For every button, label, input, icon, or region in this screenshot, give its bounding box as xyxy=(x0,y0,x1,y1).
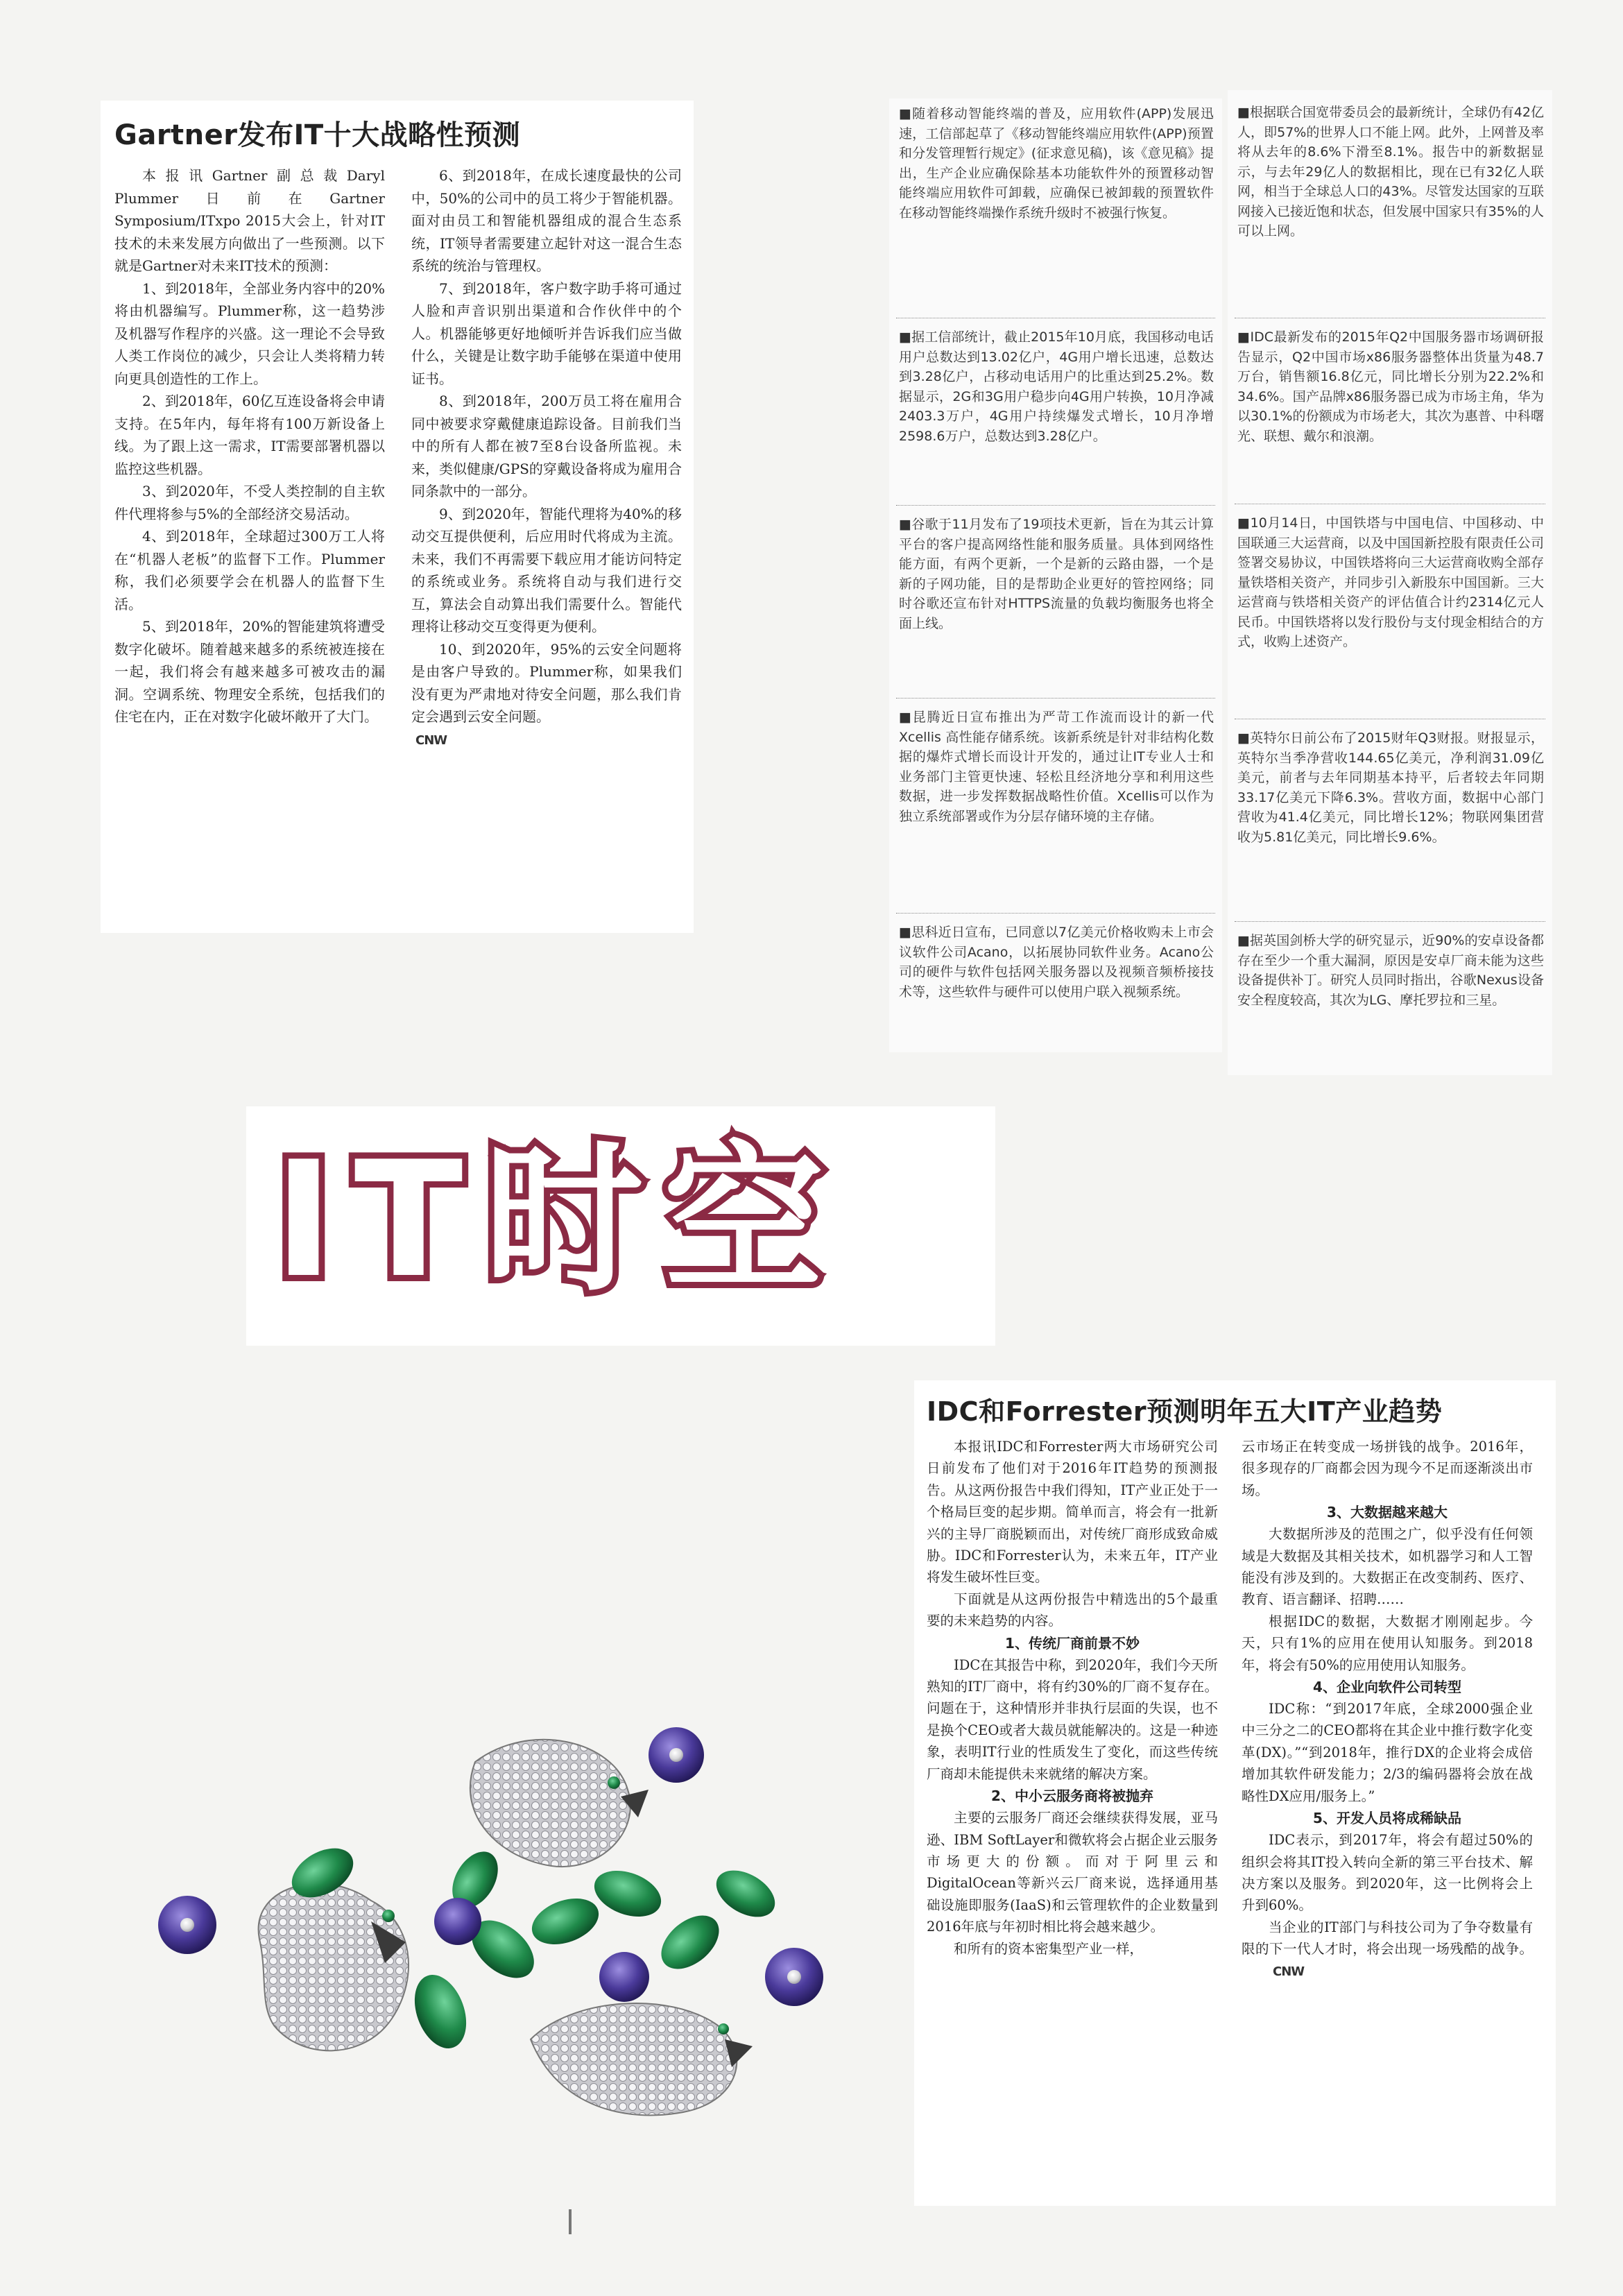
section-header xyxy=(246,1106,995,1346)
news-brief-item: ■思科近日宣布，已同意以7亿美元价格收购未上市会议软件公司Acano，以拓展协同软件业务。Acano公司的硬件与软件包括网关服务器以及视频音频桥接技术等，这些软件与硬件可以使用户联入视频系统。 xyxy=(899,925,1214,1000)
gartner-paragraph: 9、到2020年，智能代理将为40%的移动交互提供便利，后应用时代将成为主流。未来，我们不再需要下载应用才能访问特定的系统或业务。系统将自动与我们进行交互，算法会自动算出我们需要什么。智能代理将让移动交互变得更为便利。 xyxy=(411,505,682,635)
news-briefs-column-2 xyxy=(1228,90,1552,1075)
gartner-headline: Gartner发布IT十大战略性预测 xyxy=(114,119,521,151)
news-brief-item: ■IDC最新发布的2015年Q2中国服务器市场调研报告显示，Q2中国市场x86服务器整体出货量为48.7万台，销售额16.8亿元，同比增长分别为22.2%和34.6%。国产品牌x86服务器已成为市场主角，华为以30.1%的份额成为市场老大，其次为惠普、中科曙光、联想、戴尔和浪潮。 xyxy=(1237,329,1544,444)
cnw-logo: CNW xyxy=(415,733,447,748)
brief-divider xyxy=(896,698,1215,699)
scan-mark xyxy=(569,2209,572,2234)
gartner-paragraph: 5、到2018年，20%的智能建筑将遭受数字化破坏。随着越来越多的系统被连接在一起，我们将会有越来越多可被攻击的漏洞。空调系统、物理安全系统，包括我们的住宅在内，正在对数字化破坏敞开了大门。 xyxy=(114,618,385,725)
gartner-column-2 xyxy=(411,164,682,927)
news-briefs-column-1 xyxy=(889,98,1222,1052)
idc-subhead-5: 5、开发人员将成稀缺品 xyxy=(1313,1810,1461,1827)
brief-divider xyxy=(896,913,1215,914)
gartner-paragraph: 6、到2018年，在成长速度最快的公司中，50%的公司中的员工将少于智能机器。面对由员工和智能机器组成的混合生态系统，IT领导者需要建立起针对这一混合生态系统的统治与管理权。 xyxy=(411,167,682,274)
news-brief-item: ■英特尔日前公布了2015财年Q3财报。财报显示，英特尔当季净营收144.65亿美元，净利润31.09亿美元，前者与去年同期基本持平，后者较去年同期33.17亿美元下降6.3%。营收方面，数据中心部门营收为41.4亿美元，同比增长12%；物联网集团营收为5.81亿美元，同比增长9.6%。 xyxy=(1237,730,1544,845)
idc-subhead-4: 4、企业向软件公司转型 xyxy=(1313,1679,1461,1696)
idc-subhead-3: 3、大数据越来越大 xyxy=(1327,1504,1448,1521)
gartner-paragraph: 1、到2018年，全部业务内容中的20%将由机器编写。Plummer称，这一趋势涉及机器写作程序的兴盛。这一理论不会导致人类工作岗位的减少，只会让人类将精力转向更具创造性的工作上。 xyxy=(114,280,385,387)
idc-para: IDC称：“到2017年底，全球2000强企业中三分之二的CEO都将在其企业中推行数字化变革(DX)。”“到2018年，推行DX的企业将会成倍增加其软件研发能力；2/3的编码器将会放在战略性DX应用/服务上。” xyxy=(1242,1701,1533,1804)
news-brief-item: ■根据联合国宽带委员会的最新统计，全球仍有42亿人，即57%的世界人口不能上网。此外，上网普及率将从去年的8.6%下滑至8.1%。报告中的新数据显示，与去年29亿人的数据相比，现在已有32亿人联网，相当于全球总人口的43%。尽管发达国家的互联网接入已接近饱和状态，但发展中国家只有35%的人可以上网。 xyxy=(1237,105,1544,239)
gartner-body xyxy=(114,164,682,927)
bird-bottom xyxy=(531,2003,753,2115)
idc-article xyxy=(914,1380,1556,2206)
news-brief-item: ■10月14日，中国铁塔与中国电信、中国移动、中国联通三大运营商，以及中国国新控股有限责任公司签署交易协议，中国铁塔将向三大运营商收购全部存量铁塔相关资产，并同步引入新股东中国国新。三大运营商与铁塔相关资产的评估值合计约2314亿元人民币。中国铁塔将以发行股份与支付现金相结合的方式，收购上述资产。 xyxy=(1237,515,1544,649)
idc-para: 主要的云服务厂商还会继续获得发展，亚马逊、IBM SoftLayer和微软将会占据企业云服务市场更大的份额。而对于阿里云和DigitalOcean等新兴云厂商来说，选择通用基础设施即服务(IaaS)和云管理软件的企业数量到2016年底与年初时相比将会越来越少。 xyxy=(927,1810,1218,1935)
idc-para: 根据IDC的数据，大数据才刚刚起步。今天，只有1%的应用在使用认知服务。到2018年，将会有50%的应用使用认知服务。 xyxy=(1242,1613,1533,1673)
idc-subhead-1: 1、传统厂商前景不妙 xyxy=(1005,1634,1140,1652)
idc-para: IDC表示，到2017年，将会有超过50%的组织会将其IT投入转向全新的第三平台技术、解决方案以及服务。到2020年，这一比例将会上升到60%。 xyxy=(1242,1832,1533,1914)
idc-para: 下面就是从这两份报告中精选出的5个最重要的未来趋势的内容。 xyxy=(927,1591,1218,1629)
news-brief-item: ■谷歌于11月发布了19项技术更新，旨在为其云计算平台的客户提高网络性能和服务质量。具体到网络性能方面，有两个更新，一个是新的云路由器，一个是新的子网功能，目的是帮助企业更好的管控网络；同时谷歌还宣布针对HTTPS流量的负载均衡服务也将全面上线。 xyxy=(899,517,1214,631)
brief-divider xyxy=(896,505,1215,506)
idc-para xyxy=(1242,1917,1533,1982)
idc-column-1 xyxy=(927,1436,1218,2199)
bird-left xyxy=(259,1884,409,2051)
gartner-paragraph: 7、到2018年，客户数字助手将可通过人脸和声音识别出渠道和合作伙伴中的个人。机器能够更好地倾听并告诉我们应当做什么，关键是让数字助手能够在渠道中使用证书。 xyxy=(411,280,682,387)
idc-para: 本报讯IDC和Forrester两大市场研究公司日前发布了他们对于2016年IT趋势的预测报告。从这两份报告中我们得知，IT产业正处于一个格局巨变的起步期。简单而言，将会有一批新兴的主导厂商脱颖而出，对传统厂商形成致命威胁。IDC和Forrester认为，未来五年，IT产业将发生破坏性巨变。 xyxy=(927,1439,1218,1586)
section-header-title: IT时空 xyxy=(274,1128,845,1313)
jewelry-brooch-image xyxy=(142,1713,933,2130)
gartner-paragraph: 2、到2018年，60亿互连设备将会申请支持。在5年内，每年将有100万新设备上线。为了跟上这一需求，IT需要部署机器以监控这些机器。 xyxy=(114,393,385,477)
idc-para: 和所有的资本密集型产业一样， xyxy=(954,1940,1144,1957)
brief-divider xyxy=(1235,921,1545,922)
gartner-paragraph: 3、到2020年，不受人类控制的自主软件代理将参与5%的全部经济交易活动。 xyxy=(114,483,385,522)
news-brief-item: ■据英国剑桥大学的研究显示，近90%的安卓设备都存在至少一个重大漏洞，原因是安卓厂商未能为这些设备提供补丁。研究人员同时指出，谷歌Nexus设备安全程度较高，其次为LG、摩托罗拉和三星。 xyxy=(1237,933,1544,1008)
cnw-logo: CNW xyxy=(1273,1964,1305,1979)
gartner-article xyxy=(101,101,694,933)
news-brief-item: ■据工信部统计，截止2015年10月底，我国移动电话用户总数达到13.02亿户，4G用户增长迅速，总数达到3.28亿户，占移动电话用户的比重达到25.2%。数据显示，2G和3G用户稳步向4G用户转换，10月净减2403.3万户，4G用户持续爆发式增长，10月净增2598.6万户，总数达到3.28亿户。 xyxy=(899,329,1214,444)
idc-para: IDC在其报告中称，到2020年，我们今天所熟知的IT厂商中，将有约30%的厂商不复存在。问题在于，这种情形并非执行层面的失误，也不是换个CEO或者大裁员就能解决的。这是一种迹象，表明IT行业的性质发生了变化，而这些传统厂商却未能提供未来就绪的解决方案。 xyxy=(927,1656,1218,1782)
bird-top xyxy=(470,1740,649,1867)
gartner-column-1 xyxy=(114,164,385,927)
gartner-paragraph: 8、到2018年，200万员工将在雇用合同中被要求穿戴健康追踪设备。目前我们当中的所有人都在被7至8台设备所监视。未来，类似健康/GPS的穿戴设备将成为雇用合同条款中的一部分。 xyxy=(411,393,682,499)
news-brief-item: ■随着移动智能终端的普及，应用软件(APP)发展迅速，工信部起草了《移动智能终端应用软件(APP)预置和分发管理暂行规定》(征求意见稿)，该《意见稿》提出，生产企业应确保除基本功能软件外的预置移动智能终端应用软件可卸载，应确保已被卸载的预置软件在移动智能终端操作系统升级时不被强行恢复。 xyxy=(899,106,1214,221)
idc-para-text: 当企业的IT部门与科技公司为了争夺数量有限的下一代人才时，将会出现一场残酷的战争。 xyxy=(1242,1919,1533,1957)
idc-column-2 xyxy=(1242,1436,1533,2199)
gartner-paragraph: 10、到2020年，95%的云安全问题将是由客户导致的。Plummer称，如果我们没有更为严肃地对待安全问题，那么我们肯定会遇到云安全问题。 xyxy=(411,640,682,725)
idc-body xyxy=(927,1436,1544,2199)
idc-para: 云市场正在转变成一场拼钱的战争。2016年，很多现存的厂商都会因为现今不足而逐渐淡出市场。 xyxy=(1242,1439,1533,1498)
gartner-paragraph: 本报讯Gartner副总裁Daryl Plummer日前在Gartner Symposium/ITxpo 2015大会上，针对IT技术的未来发展方向做出了一些预测。以下就是Gartner对未来IT技术的预测： xyxy=(114,167,385,274)
idc-subhead-2: 2、中小云服务商将被抛弃 xyxy=(991,1788,1153,1805)
idc-headline: IDC和Forrester预测明年五大IT产业趋势 xyxy=(927,1396,1443,1427)
idc-para: 大数据所涉及的范围之广，似乎没有任何领域是大数据及其相关技术，如机器学习和人工智能没有涉及到的。大数据正在改变制药、医疗、教育、语言翻译、招聘…… xyxy=(1242,1526,1533,1608)
news-brief-item: ■昆腾近日宣布推出为严苛工作流而设计的新一代Xcellis 高性能存储系统。该新系统是针对非结构化数据的爆炸式增长而设计开发的，通过让IT专业人士和业务部门主管更快速、轻松且经济地分享和利用这些数据，进一步发挥数据战略性价值。Xcellis可以作为独立系统部署或作为分层存储环境的主存储。 xyxy=(899,710,1214,824)
gartner-paragraph: 4、到2018年，全球超过300万工人将在“机器人老板”的监督下工作。Plummer称，我们必须要学会在机器人的监督下生活。 xyxy=(114,528,385,612)
